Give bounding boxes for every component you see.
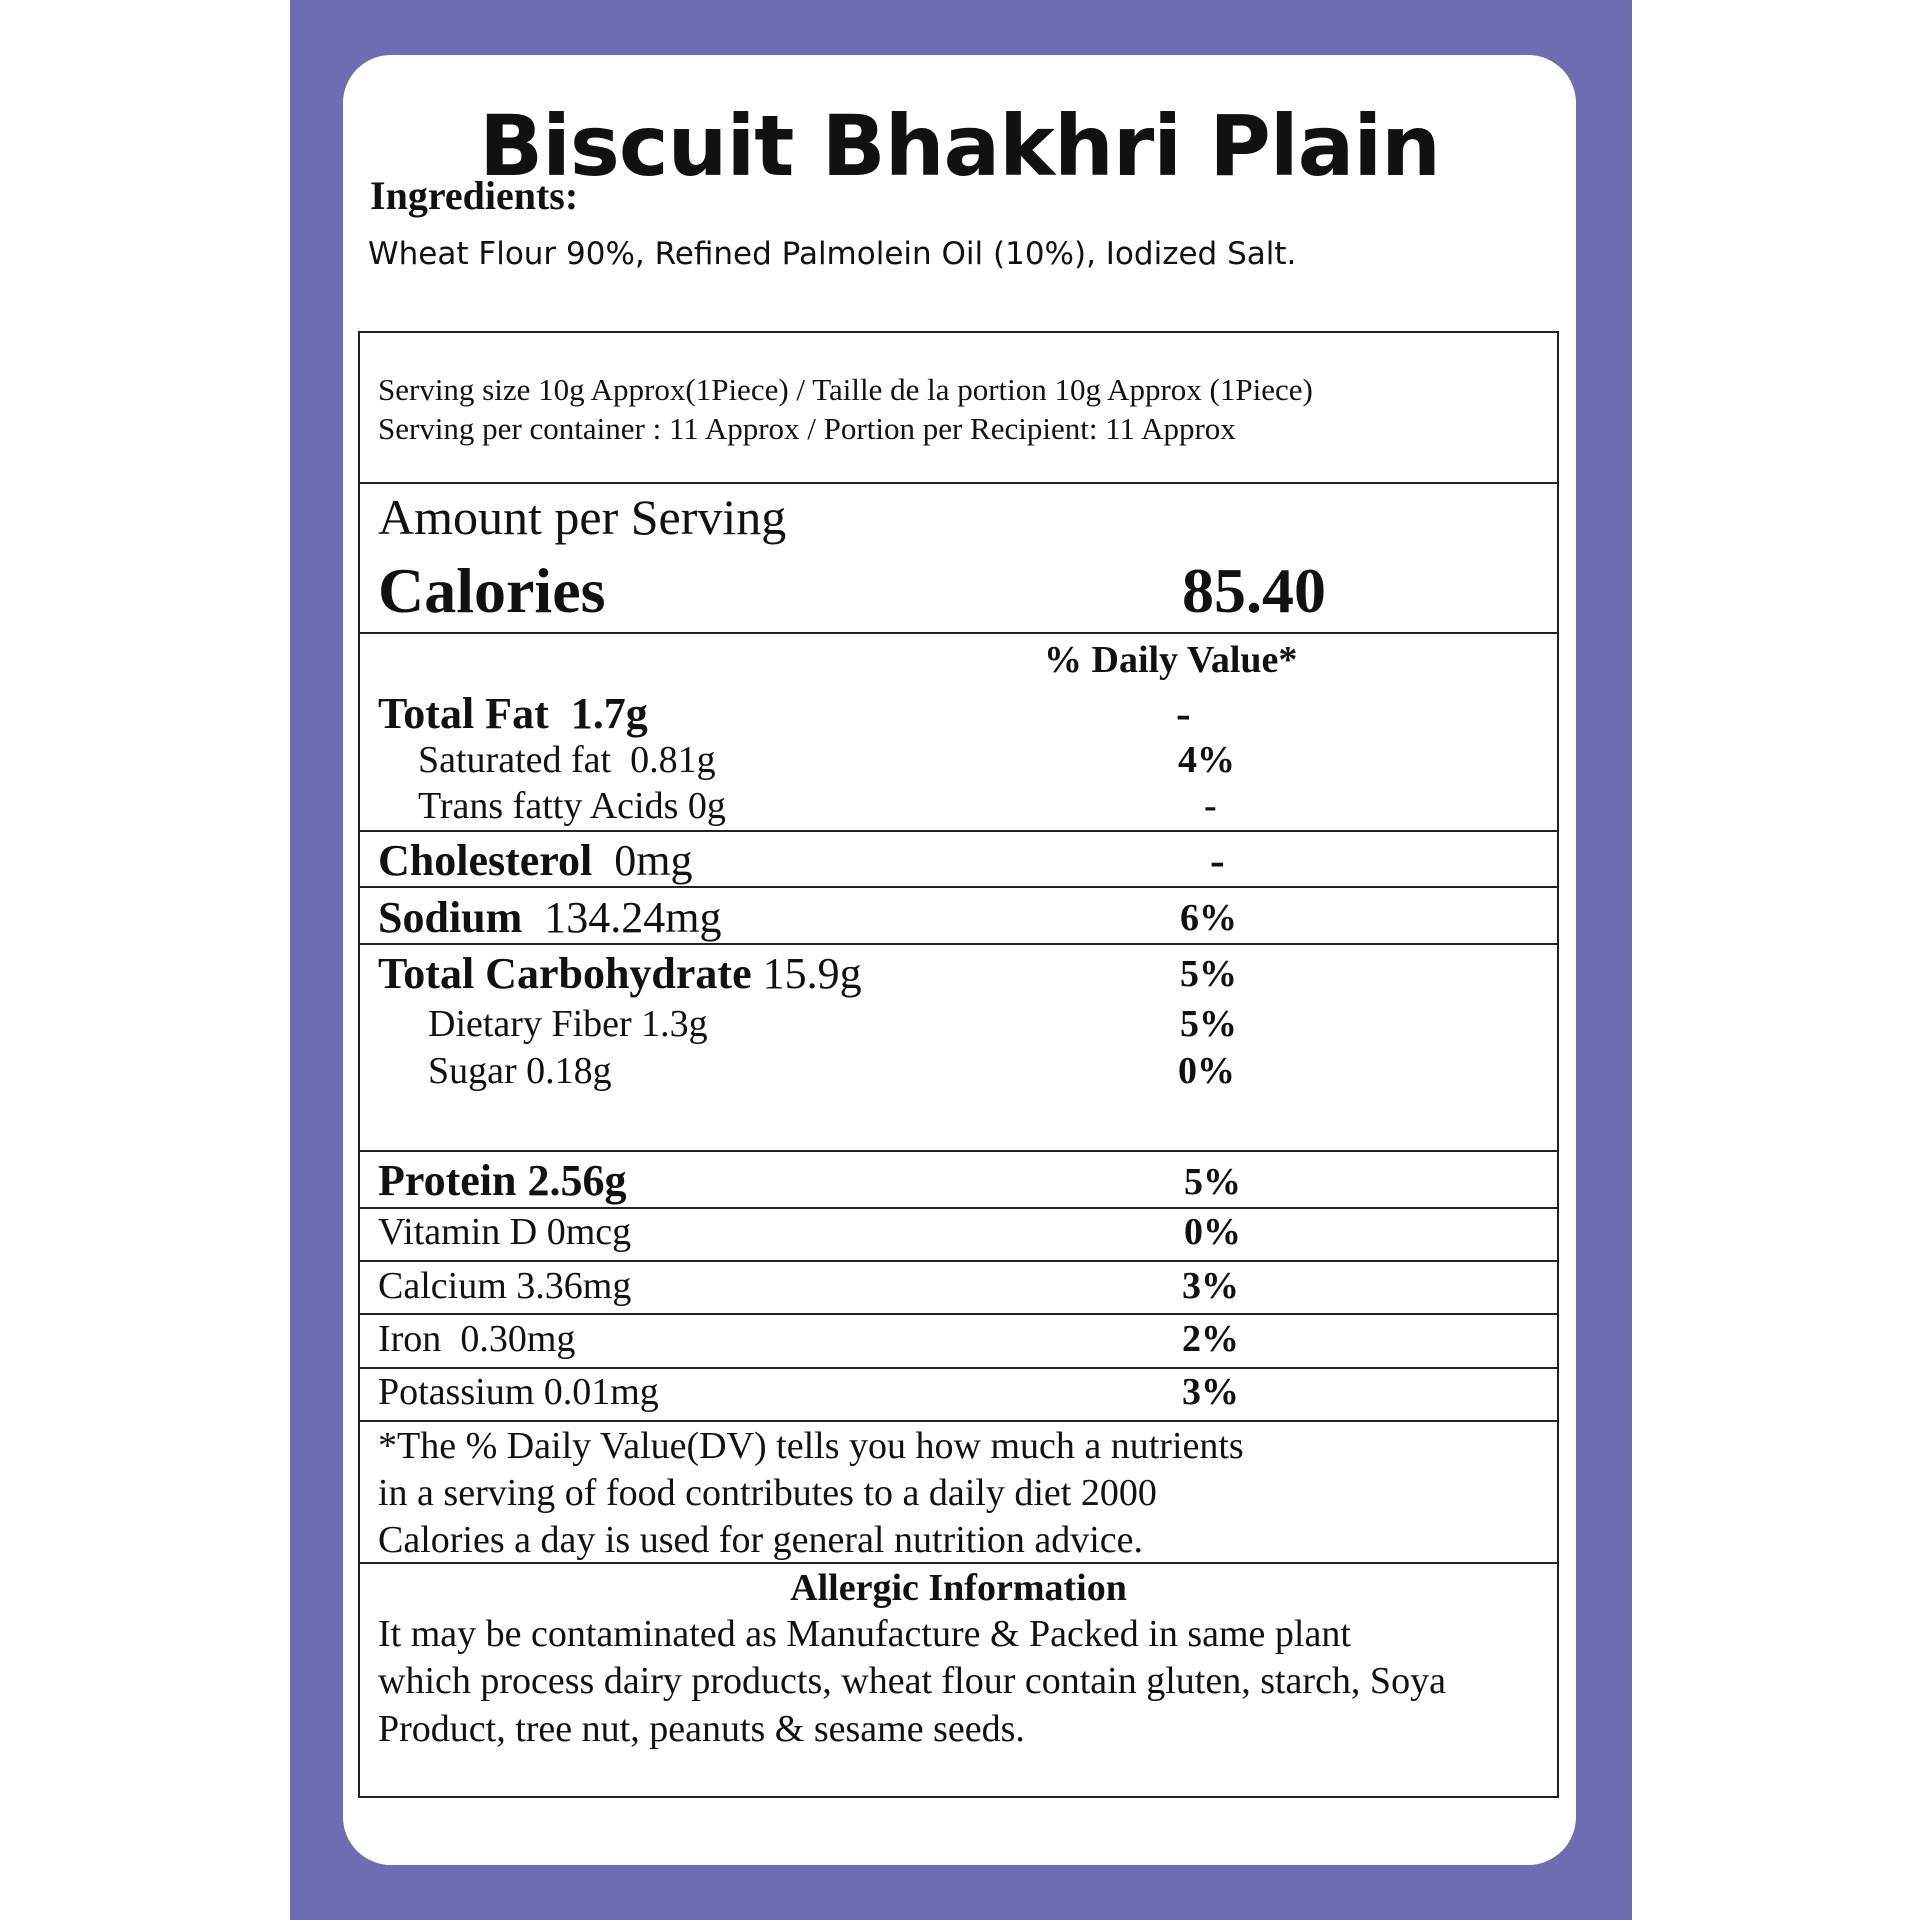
saturated-fat-label: Saturated fat [418, 739, 612, 781]
vitamin-d-row [378, 1210, 631, 1254]
divider [358, 632, 1559, 634]
divider [358, 1367, 1559, 1369]
divider [358, 886, 1559, 888]
serving-size: Serving size 10g Approx(1Piece) / Taille de la portion 10g Approx (1Piece) [378, 372, 1313, 407]
allergic-line: which process dairy products, wheat flour contain gluten, starch, Soya [378, 1660, 1446, 1702]
potassium-label: Potassium [378, 1371, 535, 1413]
sugar-label: Sugar [428, 1050, 517, 1092]
total-carbohydrate-dv: 5% [1180, 953, 1237, 995]
divider [358, 1207, 1559, 1209]
calcium-amount: 3.36mg [516, 1265, 632, 1307]
allergic-line: It may be contaminated as Manufacture & Packed in same plant [378, 1613, 1351, 1655]
sugar-dv: 0% [1178, 1050, 1235, 1092]
divider [358, 1420, 1559, 1422]
iron-dv: 2% [1182, 1318, 1239, 1360]
sodium-row [378, 892, 722, 943]
potassium-row [378, 1370, 659, 1414]
sugar-row [428, 1049, 612, 1093]
protein-amount: 2.56g [527, 1156, 627, 1205]
divider [358, 830, 1559, 832]
total-fat-label: Total Fat [378, 689, 549, 738]
vitamin-d-amount: 0mcg [546, 1211, 632, 1253]
dietary-fiber-dv: 5% [1180, 1003, 1237, 1045]
protein-row [378, 1155, 627, 1206]
amount-per-serving: Amount per Serving [378, 489, 787, 545]
allergic-line: Product, tree nut, peanuts & sesame seeds. [378, 1708, 1025, 1750]
calcium-row [378, 1264, 631, 1308]
vitamin-d-dv: 0% [1184, 1211, 1241, 1253]
total-fat-amount: 1.7g [570, 689, 648, 738]
dietary-fiber-amount: 1.3g [641, 1003, 708, 1045]
footnote-line: in a serving of food contributes to a daily diet 2000 [378, 1472, 1157, 1514]
protein-dv: 5% [1184, 1161, 1241, 1203]
saturated-fat-row [418, 738, 716, 782]
trans-fat-row [418, 784, 726, 828]
trans-fat-label: Trans fatty Acids [418, 785, 679, 827]
trans-fat-amount: 0g [687, 785, 726, 827]
divider [358, 943, 1559, 945]
iron-row [378, 1317, 575, 1361]
allergic-heading: Allergic Information [790, 1567, 1127, 1609]
ingredients-heading: Ingredients: [370, 173, 579, 218]
cholesterol-label: Cholesterol [378, 836, 593, 885]
cholesterol-dv: - [1210, 836, 1225, 885]
saturated-fat-amount: 0.81g [630, 739, 716, 781]
total-carbohydrate-row [378, 948, 862, 999]
calcium-dv: 3% [1182, 1265, 1239, 1307]
potassium-dv: 3% [1182, 1371, 1239, 1413]
potassium-amount: 0.01mg [543, 1371, 659, 1413]
divider [358, 1260, 1559, 1262]
cholesterol-amount: 0mg [614, 836, 693, 885]
cholesterol-row [378, 835, 693, 886]
sugar-amount: 0.18g [526, 1050, 612, 1092]
divider [358, 1562, 1559, 1564]
product-title: Biscuit Bhakhri Plain [479, 97, 1440, 195]
saturated-fat-dv: 4% [1178, 739, 1235, 781]
footnote-line: *The % Daily Value(DV) tells you how much a nutrients [378, 1425, 1244, 1467]
dietary-fiber-row [428, 1002, 708, 1046]
divider [358, 1150, 1559, 1152]
sodium-amount: 134.24mg [544, 893, 722, 942]
ingredients-text: Wheat Flour 90%, Refined Palmolein Oil (10%), Iodized Salt. [368, 236, 1297, 272]
dietary-fiber-label: Dietary Fiber [428, 1003, 632, 1045]
iron-amount: 0.30mg [460, 1318, 576, 1360]
protein-label: Protein [378, 1156, 517, 1205]
vitamin-d-label: Vitamin D [378, 1211, 538, 1253]
total-fat-dv: - [1176, 689, 1191, 738]
iron-label: Iron [378, 1318, 442, 1360]
total-carbohydrate-label: Total Carbohydrate [378, 949, 752, 998]
calcium-label: Calcium [378, 1265, 507, 1307]
total-fat-row [378, 688, 648, 739]
daily-value-header: % Daily Value* [1044, 639, 1298, 681]
servings-per-container: Serving per container : 11 Approx / Portion per Recipient: 11 Approx [378, 411, 1236, 446]
calories-label: Calories [378, 555, 606, 626]
total-carbohydrate-amount: 15.9g [762, 949, 862, 998]
divider [358, 1313, 1559, 1315]
sodium-dv: 6% [1180, 897, 1237, 939]
sodium-label: Sodium [378, 893, 523, 942]
divider [358, 482, 1559, 484]
footnote-line: Calories a day is used for general nutrition advice. [378, 1519, 1144, 1561]
calories-value: 85.40 [1182, 555, 1326, 626]
trans-fat-dv: - [1204, 785, 1217, 827]
